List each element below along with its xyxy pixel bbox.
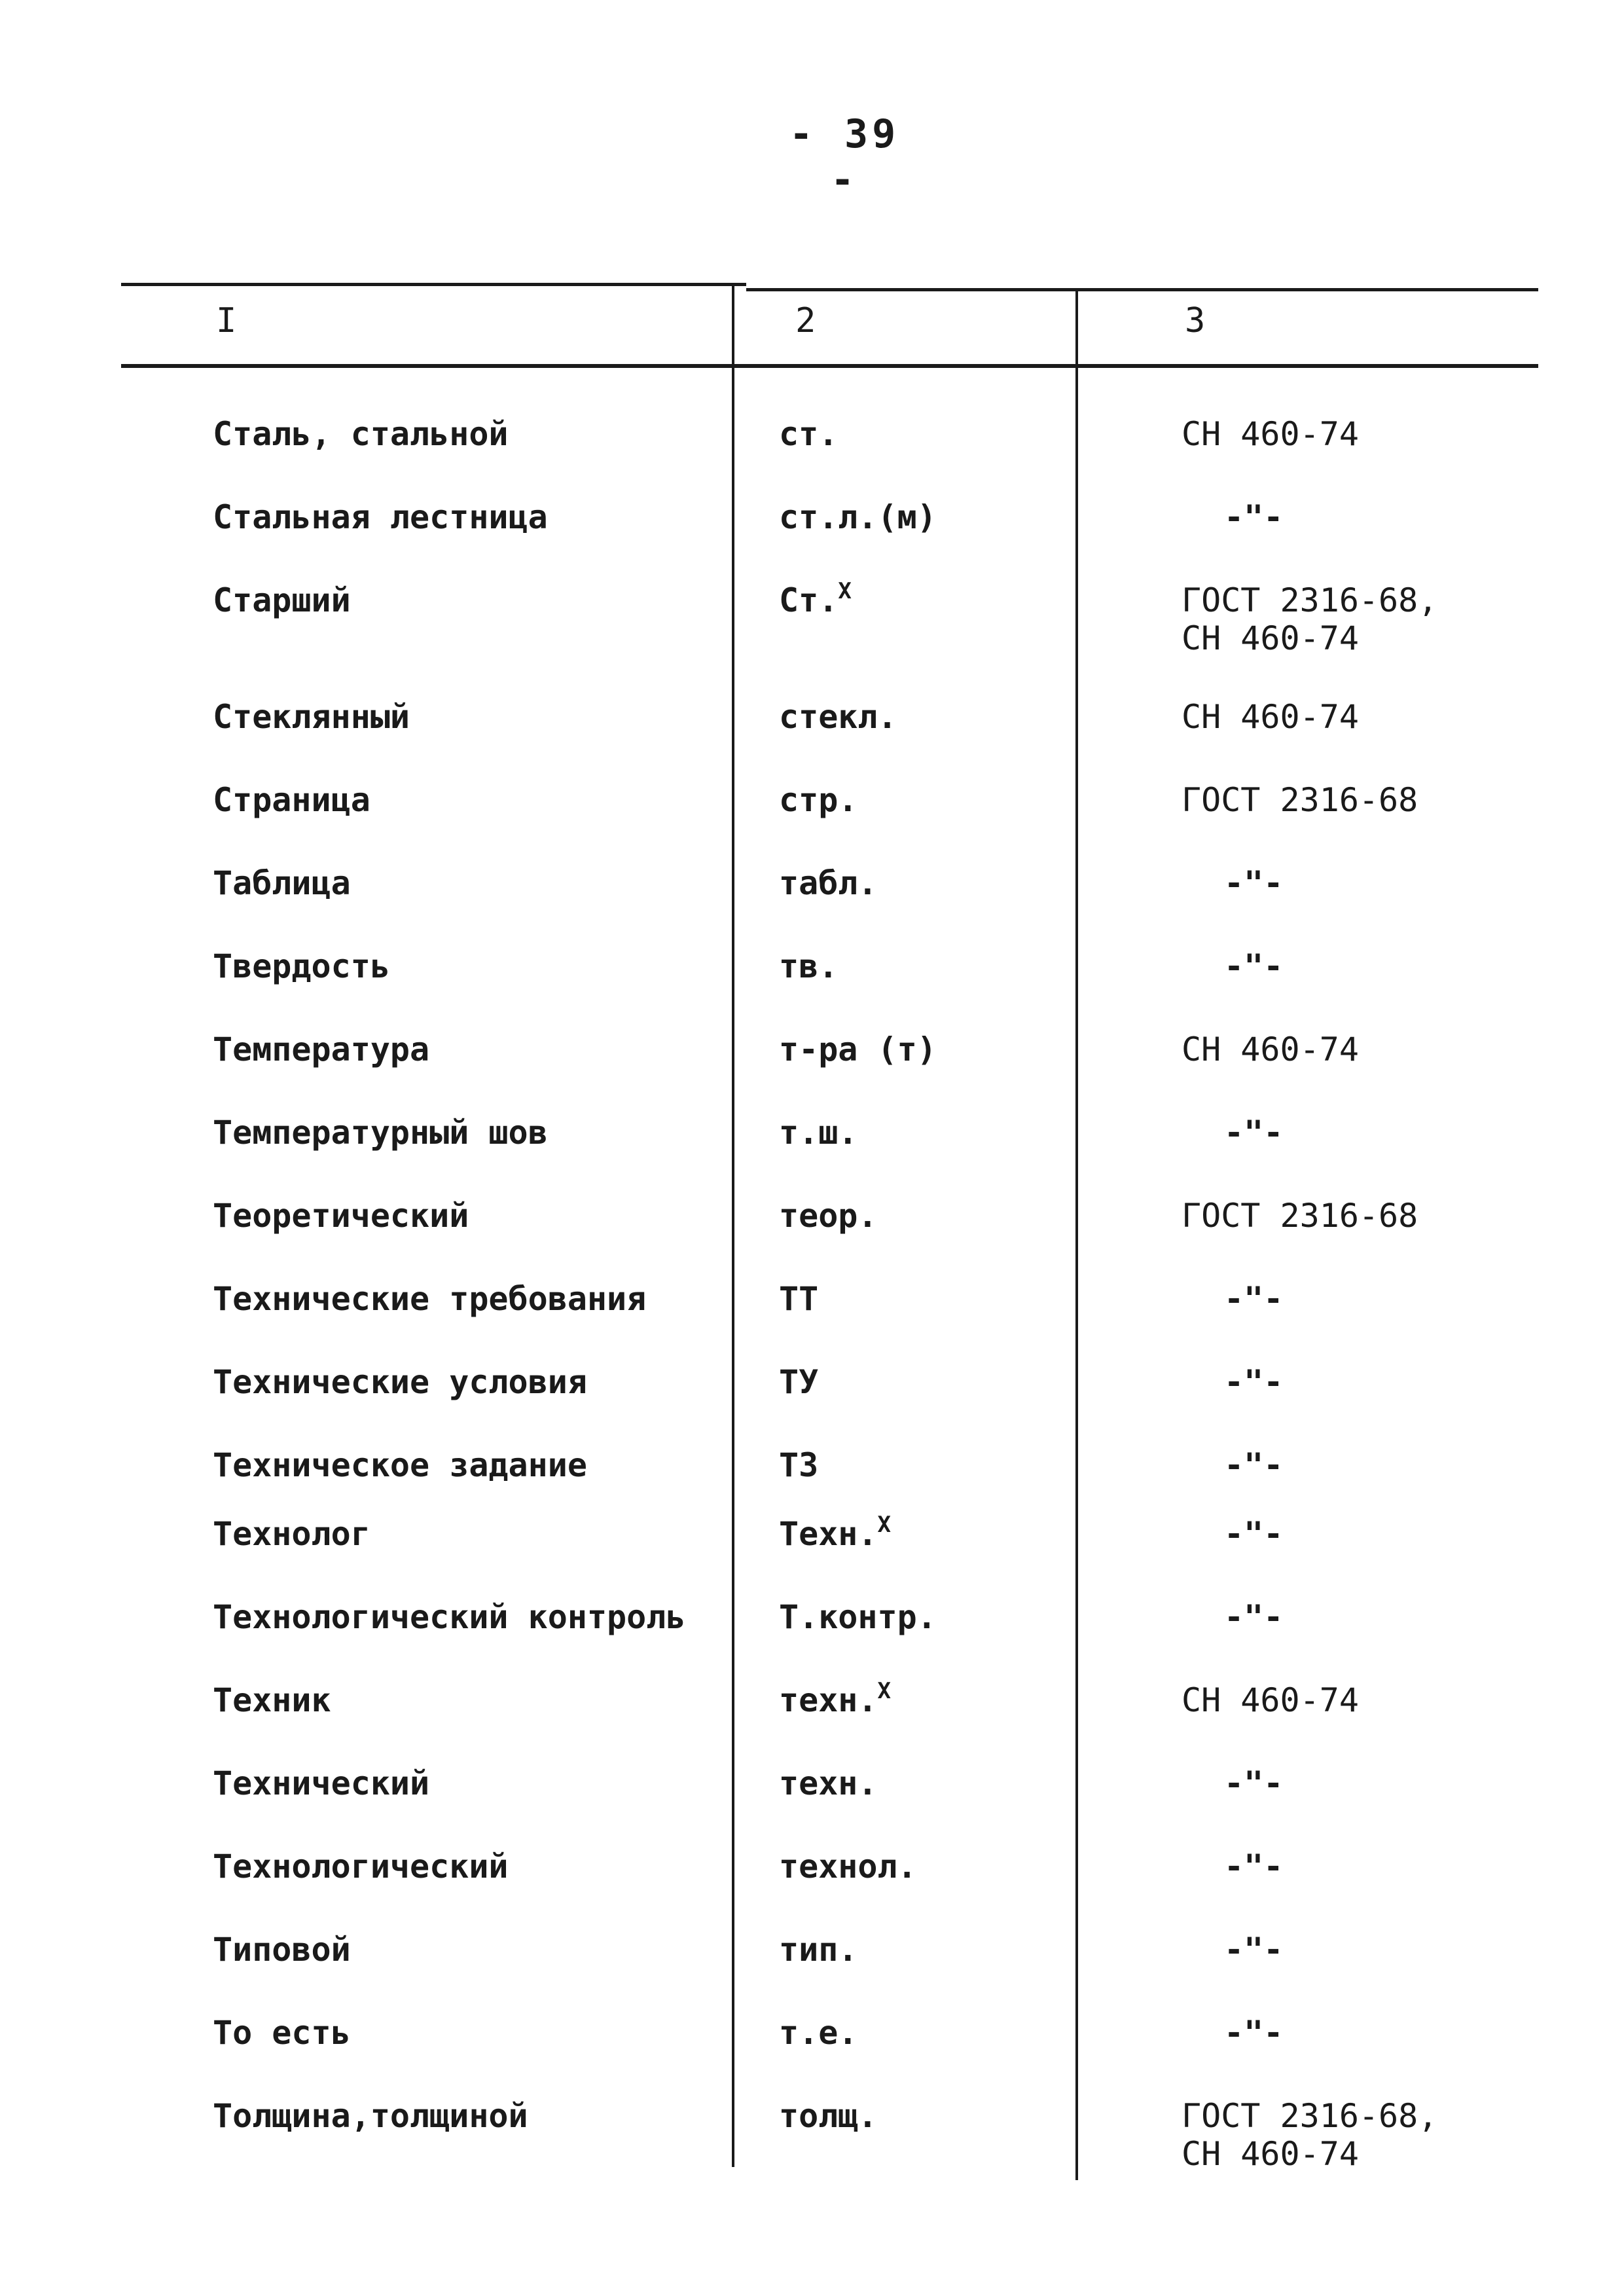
abbreviation-text: ст.: [779, 415, 839, 453]
abbreviation-cell: [779, 698, 897, 736]
source-cell: -"-: [1224, 947, 1284, 985]
abbreviation-text: табл.: [779, 864, 878, 902]
abbreviation-text: ТЗ: [779, 1446, 819, 1484]
abbreviation-cell: [779, 498, 937, 536]
table-row: [0, 1582, 1624, 1666]
term-cell: Толщина,толщиной: [213, 2097, 528, 2135]
source-cell: -"-: [1224, 1598, 1284, 1636]
abbreviation-text: толщ.: [779, 2097, 878, 2135]
term-cell: Страница: [213, 781, 370, 819]
abbreviation-cell: [779, 415, 838, 453]
term-cell: Технические требования: [213, 1280, 647, 1318]
abbreviation-cell: [779, 1114, 857, 1152]
abbreviation-cell: [779, 1197, 878, 1235]
abbreviation-cell: [779, 1931, 857, 1969]
table-row: [0, 1749, 1624, 1832]
abbreviation-footnote-mark: X: [877, 1678, 891, 1704]
source-cell: -"-: [1224, 1764, 1284, 1802]
abbreviation-text: техн.: [779, 1764, 878, 1802]
term-cell: Таблица: [213, 864, 351, 902]
source-cell: -"-: [1224, 1280, 1284, 1318]
source-cell: -"-: [1224, 1515, 1284, 1553]
source-cell: -"-: [1224, 1446, 1284, 1484]
abbreviation-text: ТУ: [779, 1363, 819, 1401]
abbreviation-text: ст.л.(м): [779, 498, 937, 536]
table-row: [0, 1015, 1624, 1098]
source-cell: ГОСТ 2316-68: [1182, 781, 1418, 819]
table-row: [0, 399, 1624, 483]
table-row: [0, 1666, 1624, 1749]
header-column-3: 3: [1185, 301, 1206, 340]
abbreviation-text: техн.: [779, 1681, 878, 1719]
abbreviation-footnote-mark: X: [877, 1512, 891, 1538]
table-row: [0, 1499, 1624, 1582]
abbreviation-cell: [779, 781, 857, 819]
abbreviation-text: т.ш.: [779, 1114, 858, 1152]
source-cell: ГОСТ 2316-68: [1182, 1197, 1418, 1235]
abbreviation-text: стекл.: [779, 698, 897, 736]
table-top-rule-left: [121, 283, 746, 286]
table-row: [0, 1998, 1624, 2081]
term-cell: Технологический: [213, 1848, 509, 1886]
source-cell: -"-: [1224, 1931, 1284, 1969]
source-cell: ГОСТ 2316-68, СН 460-74: [1182, 581, 1438, 657]
table-row: [0, 1915, 1624, 1998]
source-cell: СН 460-74: [1182, 415, 1359, 453]
abbreviation-cell: [779, 1598, 937, 1636]
source-cell: ГОСТ 2316-68, СН 460-74: [1182, 2097, 1438, 2173]
abbreviation-text: теор.: [779, 1197, 878, 1235]
term-cell: Старший: [213, 581, 351, 619]
table-row: [0, 2081, 1624, 2198]
abbreviation-cell: [779, 1030, 937, 1068]
term-cell: Температурный шов: [213, 1114, 548, 1152]
abbreviation-cell: [779, 578, 852, 619]
table-row: [0, 848, 1624, 932]
term-cell: Температура: [213, 1030, 430, 1068]
table-row: [0, 1098, 1624, 1181]
abbreviation-text: тв.: [779, 947, 839, 985]
abbreviation-cell: [779, 1512, 891, 1553]
abbreviation-cell: [779, 864, 878, 902]
table-row: [0, 566, 1624, 682]
table-header-rule: [121, 364, 1538, 368]
abbreviation-cell: [779, 2014, 857, 2052]
source-cell: -"-: [1224, 498, 1284, 536]
abbreviation-cell: [779, 1280, 818, 1318]
term-cell: Стеклянный: [213, 698, 410, 736]
source-cell: СН 460-74: [1182, 698, 1359, 736]
source-cell: -"-: [1224, 1114, 1284, 1152]
table-row: [0, 1832, 1624, 1915]
table-row: [0, 483, 1624, 566]
abbreviation-text: технол.: [779, 1848, 917, 1886]
abbreviation-cell: [779, 1678, 891, 1719]
abbreviation-cell: [779, 947, 838, 985]
abbreviation-cell: [779, 1446, 818, 1484]
term-cell: То есть: [213, 2014, 351, 2052]
table-body: [0, 399, 1624, 2198]
source-cell: -"-: [1224, 1848, 1284, 1886]
header-column-1: I: [216, 301, 237, 340]
abbreviation-text: ТТ: [779, 1280, 819, 1318]
table-row: [0, 1430, 1624, 1499]
source-cell: СН 460-74: [1182, 1030, 1359, 1068]
abbreviation-text: Т.контр.: [779, 1598, 937, 1636]
abbreviation-cell: [779, 1363, 818, 1401]
abbreviation-text: тип.: [779, 1931, 858, 1969]
source-cell: -"-: [1224, 2014, 1284, 2052]
term-cell: Стальная лестница: [213, 498, 548, 536]
abbreviation-cell: [779, 2097, 878, 2135]
abbreviation-text: Ст.: [779, 581, 839, 619]
table-row: [0, 682, 1624, 765]
header-column-2: 2: [795, 301, 816, 340]
table-row: [0, 932, 1624, 1015]
table-row: [0, 765, 1624, 848]
term-cell: Техник: [213, 1681, 331, 1719]
abbreviation-text: т.е.: [779, 2014, 858, 2052]
abbreviation-cell: [779, 1764, 878, 1802]
table-row: [0, 1181, 1624, 1264]
term-cell: Технолог: [213, 1515, 370, 1553]
source-cell: СН 460-74: [1182, 1681, 1359, 1719]
source-cell: -"-: [1224, 1363, 1284, 1401]
abbreviation-text: стр.: [779, 781, 858, 819]
page-number: - 39 -: [789, 111, 900, 203]
term-cell: Твердость: [213, 947, 390, 985]
term-cell: Технический: [213, 1764, 430, 1802]
abbreviation-cell: [779, 1848, 917, 1886]
source-cell: -"-: [1224, 864, 1284, 902]
table-top-rule-right: [746, 288, 1538, 291]
abbreviation-footnote-mark: X: [838, 578, 852, 604]
term-cell: Сталь, стальной: [213, 415, 509, 453]
table-row: [0, 1347, 1624, 1430]
term-cell: Теоретический: [213, 1197, 469, 1235]
term-cell: Техническое задание: [213, 1446, 587, 1484]
table-row: [0, 1264, 1624, 1347]
term-cell: Технологический контроль: [213, 1598, 686, 1636]
term-cell: Типовой: [213, 1931, 351, 1969]
abbreviation-text: Техн.: [779, 1515, 878, 1553]
abbreviation-text: т-ра (т): [779, 1030, 937, 1068]
term-cell: Технические условия: [213, 1363, 587, 1401]
